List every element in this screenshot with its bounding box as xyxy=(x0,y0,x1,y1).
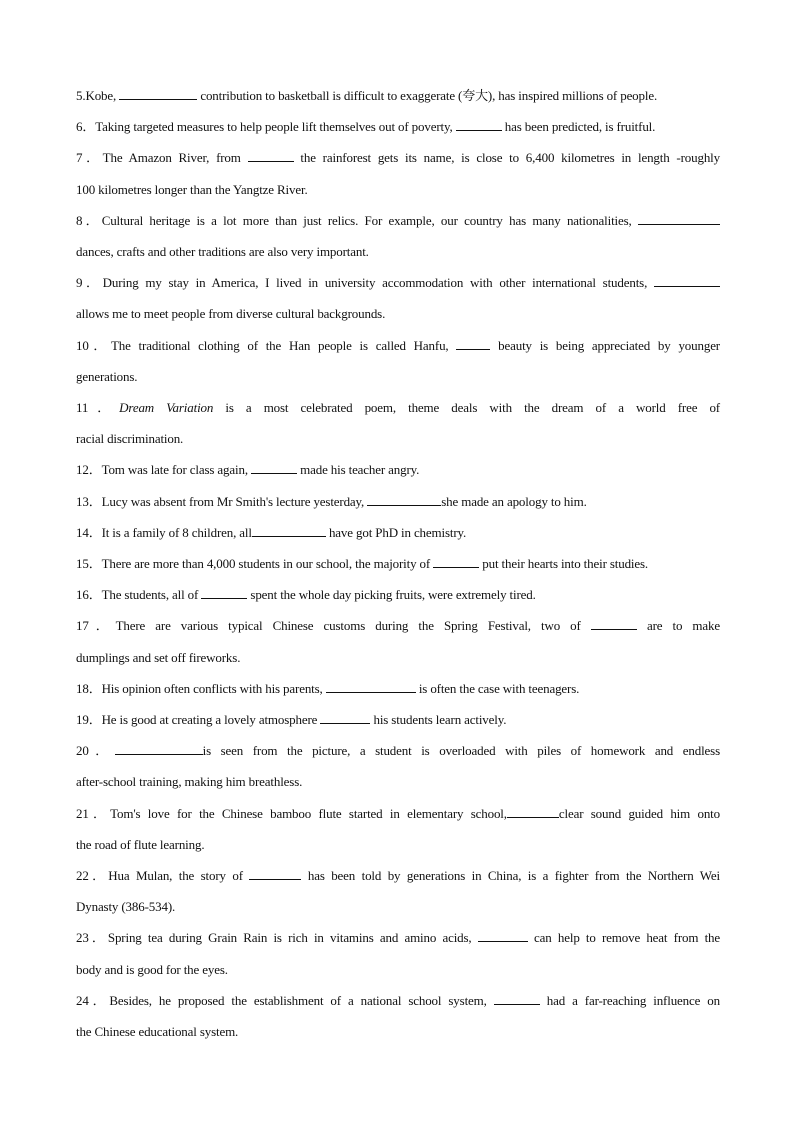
question-line xyxy=(76,735,720,766)
question-line xyxy=(76,517,720,548)
question-text: His opinion often conflicts with his parents, xyxy=(101,680,326,696)
answer-blank[interactable] xyxy=(251,462,297,474)
question-number: 15． xyxy=(76,556,102,572)
answer-blank[interactable] xyxy=(456,119,502,131)
question-line xyxy=(76,236,720,267)
question-19 xyxy=(76,704,720,735)
question-number: 9． xyxy=(76,275,103,291)
answer-blank[interactable] xyxy=(252,525,326,537)
question-number: 12． xyxy=(76,462,102,478)
question-text: is a most celebrated poem, xyxy=(213,400,409,416)
question-10 xyxy=(76,330,720,392)
question-9 xyxy=(76,267,720,329)
question-text: The Amazon River, from xyxy=(102,150,248,166)
question-text: clear sound guided him onto xyxy=(558,805,720,821)
question-text: generations. xyxy=(76,368,138,384)
question-7 xyxy=(76,142,720,204)
question-text: have got PhD in chemistry. xyxy=(325,524,467,540)
question-line xyxy=(76,985,720,1016)
question-line xyxy=(76,891,720,922)
question-number: 7． xyxy=(76,150,103,166)
question-text: after-school training, making him breathless. xyxy=(76,774,303,790)
answer-blank[interactable] xyxy=(591,618,637,630)
answer-blank[interactable] xyxy=(478,930,528,942)
question-number: 10． xyxy=(76,337,111,353)
question-text: dances, crafts and other traditions are also very important. xyxy=(76,244,369,260)
question-8 xyxy=(76,205,720,267)
question-text: beauty is being appreciated by younger xyxy=(490,337,720,353)
question-11 xyxy=(76,392,720,454)
question-text: There are various typical Chinese customs during the Spring Festival, two of xyxy=(115,618,591,634)
question-line xyxy=(76,860,720,891)
question-number: 11． xyxy=(76,400,120,416)
question-line xyxy=(76,579,720,610)
question-text: dumplings and set off fireworks. xyxy=(76,649,241,665)
question-number: 13． xyxy=(76,493,102,509)
question-line xyxy=(76,954,720,985)
question-text: Besides, he proposed the establishment of a national school system, xyxy=(109,992,494,1008)
question-line xyxy=(76,330,720,361)
question-text: Kobe, xyxy=(85,88,120,103)
question-text: He is good at creating a lovely atmosphere xyxy=(101,712,321,728)
question-14 xyxy=(76,517,720,548)
question-line xyxy=(76,610,720,641)
question-21 xyxy=(76,798,720,860)
question-text: Tom's love for the Chinese bamboo flute started in elementary school, xyxy=(110,805,507,821)
question-15 xyxy=(76,548,720,579)
question-number: 17． xyxy=(76,618,116,634)
question-text: the Chinese educational system. xyxy=(76,1024,239,1040)
question-text: Hua Mulan, the story of xyxy=(108,868,250,884)
question-line xyxy=(76,298,720,329)
question-line xyxy=(76,486,720,517)
question-number: 14． xyxy=(76,524,102,540)
answer-blank[interactable] xyxy=(507,806,559,818)
answer-blank[interactable] xyxy=(433,556,479,568)
question-text: has been predicted, is fruitful. xyxy=(501,119,656,135)
question-line xyxy=(76,798,720,829)
question-text: Spring tea during Grain Rain is rich in vitamins and amino acids, xyxy=(107,930,478,946)
poem-title: Dream Variation xyxy=(119,400,214,416)
question-text: The students, all of xyxy=(101,587,202,603)
question-line xyxy=(76,922,720,953)
question-line xyxy=(76,205,720,236)
answer-blank[interactable] xyxy=(654,275,720,287)
question-text: his students learn actively. xyxy=(370,712,507,728)
question-text: contribution to basketball is difficult to exaggerate (夸大), has inspired millions of people. xyxy=(197,88,658,103)
question-text: she made an apology to him. xyxy=(441,493,587,509)
question-17 xyxy=(76,610,720,672)
question-number: 18． xyxy=(76,680,102,696)
question-22 xyxy=(76,860,720,922)
question-text: allows me to meet people from diverse cultural backgrounds. xyxy=(76,306,386,322)
question-number: 24． xyxy=(76,992,110,1008)
question-line xyxy=(76,361,720,392)
answer-blank[interactable] xyxy=(320,712,370,724)
question-line xyxy=(76,704,720,735)
question-text: the rainforest gets its name, is close to 6,400 kilometres in length -roughly xyxy=(293,150,720,166)
question-line xyxy=(76,423,720,454)
question-line xyxy=(76,1016,720,1047)
question-line xyxy=(76,111,720,142)
question-line xyxy=(76,673,720,704)
question-line xyxy=(76,174,720,205)
question-text: 100 kilometres longer than the Yangtze River. xyxy=(76,181,308,197)
question-text: theme deals with the dream of a world free of xyxy=(408,400,720,416)
question-text: is often the case with teenagers. xyxy=(415,680,580,696)
question-number: 20． xyxy=(76,743,115,759)
question-number: 19． xyxy=(76,712,102,728)
question-text: racial discrimination. xyxy=(76,431,184,447)
question-23 xyxy=(76,922,720,984)
answer-blank[interactable] xyxy=(456,338,490,350)
answer-blank[interactable] xyxy=(326,681,416,693)
question-number: 21． xyxy=(76,805,111,821)
question-text: spent the whole day picking fruits, were extremely tired. xyxy=(247,587,536,603)
question-13 xyxy=(76,486,720,517)
answer-blank[interactable] xyxy=(494,993,540,1005)
question-text: Tom was late for class again, xyxy=(101,462,252,478)
question-text: made his teacher angry. xyxy=(297,462,420,478)
question-20 xyxy=(76,735,720,797)
question-text: Cultural heritage is a lot more than just relics. For example, our country has many nationalities, xyxy=(101,212,638,228)
answer-blank[interactable] xyxy=(367,494,441,506)
question-line xyxy=(76,766,720,797)
question-line xyxy=(76,548,720,579)
question-5 xyxy=(76,80,720,111)
question-text: can help to remove heat from the xyxy=(527,930,720,946)
question-text: is seen from the picture, a student is overloaded with piles of homework and endless xyxy=(202,743,720,759)
question-line xyxy=(76,642,720,673)
question-text: Lucy was absent from Mr Smith's lecture yesterday, xyxy=(101,493,368,509)
question-line xyxy=(76,829,720,860)
question-text: There are more than 4,000 students in our school, the majority of xyxy=(101,556,434,572)
answer-blank[interactable] xyxy=(249,868,301,880)
question-line xyxy=(76,142,720,173)
question-text: It is a family of 8 children, all xyxy=(101,524,252,540)
question-text: had a far-reaching influence on xyxy=(539,992,720,1008)
question-number: 22． xyxy=(76,868,109,884)
question-number: 5. xyxy=(76,88,86,103)
question-text: The traditional clothing of the Han people is called Hanfu, xyxy=(110,337,457,353)
question-text: the road of flute learning. xyxy=(76,836,205,852)
question-24 xyxy=(76,985,720,1047)
question-16 xyxy=(76,579,720,610)
question-number: 8． xyxy=(76,212,102,228)
question-text: Dynasty (386-534). xyxy=(76,899,176,915)
answer-blank[interactable] xyxy=(119,88,197,100)
question-12 xyxy=(76,454,720,485)
answer-blank[interactable] xyxy=(248,150,294,162)
question-text: During my stay in America, I lived in university accommodation with other international students, xyxy=(102,275,654,291)
question-line xyxy=(76,392,720,423)
question-6 xyxy=(76,111,720,142)
answer-blank[interactable] xyxy=(638,213,720,225)
question-text: are to make xyxy=(636,618,720,634)
answer-blank[interactable] xyxy=(201,587,247,599)
question-line xyxy=(76,80,720,111)
question-18 xyxy=(76,673,720,704)
question-line xyxy=(76,454,720,485)
question-text: Taking targeted measures to help people lift themselves out of poverty, xyxy=(95,119,456,135)
question-text: body and is good for the eyes. xyxy=(76,961,228,977)
question-number: 6． xyxy=(76,119,96,135)
answer-blank[interactable] xyxy=(115,743,203,755)
question-text: has been told by generations in China, is a fighter from the Northern Wei xyxy=(301,868,720,884)
question-line xyxy=(76,267,720,298)
question-number: 16． xyxy=(76,587,102,603)
question-number: 23． xyxy=(76,930,108,946)
question-text: put their hearts into their studies. xyxy=(479,556,649,572)
